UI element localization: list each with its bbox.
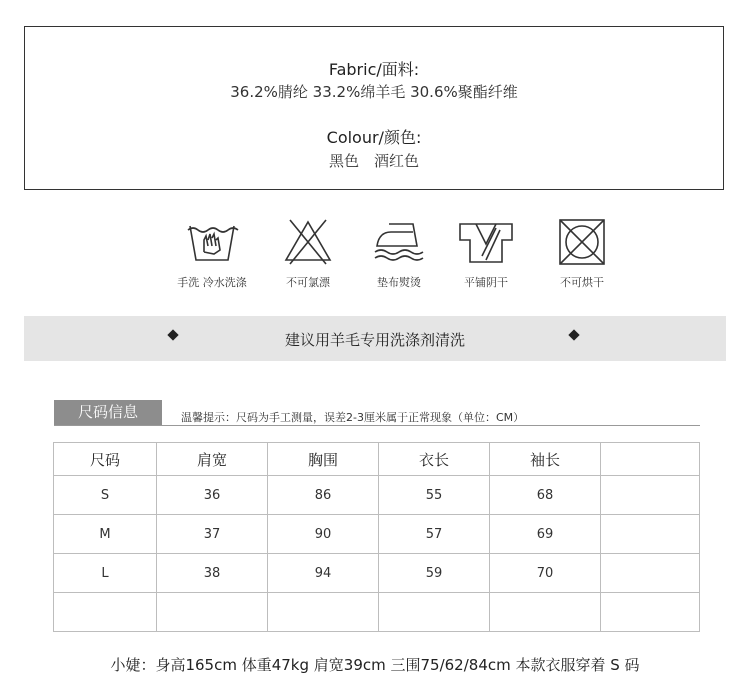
table-cell xyxy=(601,593,700,632)
table-cell: 94 xyxy=(268,554,379,593)
table-cell xyxy=(601,515,700,554)
table-cell: 37 xyxy=(157,515,268,554)
header-cell: 尺码 xyxy=(54,443,157,476)
divider xyxy=(54,425,700,426)
size-table xyxy=(53,442,700,632)
table-cell xyxy=(490,593,601,632)
table-cell xyxy=(157,593,268,632)
wash-advice-text: 建议用羊毛专用洗涤剂清洗 xyxy=(284,331,465,349)
care-item-hand-wash xyxy=(162,216,262,290)
table-row xyxy=(54,554,700,593)
table-cell: 90 xyxy=(268,515,379,554)
care-item-no-tumble-dry xyxy=(532,216,632,290)
no-bleach-icon xyxy=(278,216,338,266)
table-row xyxy=(54,593,700,632)
table-cell xyxy=(601,554,700,593)
header-cell: 衣长 xyxy=(379,443,490,476)
no-tumble-dry-icon xyxy=(552,216,612,266)
care-item-no-bleach xyxy=(258,216,358,290)
header-cell: 袖长 xyxy=(490,443,601,476)
care-label: 不可烘干 xyxy=(560,276,604,289)
table-cell: 68 xyxy=(490,476,601,515)
table-cell: 57 xyxy=(379,515,490,554)
iron-icon xyxy=(369,216,429,266)
fabric-composition: 36.2%腈纶 33.2%绵羊毛 30.6%聚酯纤维 xyxy=(230,83,518,101)
table-cell: 86 xyxy=(268,476,379,515)
table-row xyxy=(54,515,700,554)
fabric-info-box xyxy=(24,26,724,190)
care-item-iron xyxy=(349,216,449,290)
table-row xyxy=(54,476,700,515)
table-cell: M xyxy=(54,515,157,554)
size-tip-text: 温馨提示：尺码为手工测量，误差2-3厘米属于正常现象（单位：CM） xyxy=(181,411,525,424)
table-cell: 70 xyxy=(490,554,601,593)
size-info-tag: 尺码信息 xyxy=(54,400,162,425)
header-cell: 胸围 xyxy=(268,443,379,476)
hand-wash-icon xyxy=(182,216,242,266)
care-label: 平铺阴干 xyxy=(464,276,508,289)
table-cell xyxy=(601,476,700,515)
table-cell: S xyxy=(54,476,157,515)
fabric-heading: Fabric/面料: xyxy=(328,60,420,79)
table-cell: 38 xyxy=(157,554,268,593)
colour-heading: Colour/颜色: xyxy=(326,128,422,147)
table-cell: 59 xyxy=(379,554,490,593)
header-cell: 肩宽 xyxy=(157,443,268,476)
wash-advice-banner xyxy=(24,316,726,361)
header-cell xyxy=(601,443,700,476)
table-cell xyxy=(379,593,490,632)
care-item-shade-dry xyxy=(436,216,536,290)
table-cell: L xyxy=(54,554,157,593)
table-cell xyxy=(54,593,157,632)
table-cell: 69 xyxy=(490,515,601,554)
table-header-row xyxy=(54,443,700,476)
care-label: 垫布熨烫 xyxy=(377,276,421,289)
care-label: 不可氯漂 xyxy=(286,276,330,289)
care-label: 手洗 冷水洗涤 xyxy=(177,276,247,289)
table-cell: 36 xyxy=(157,476,268,515)
colour-options: 黑色 酒红色 xyxy=(328,152,419,170)
shade-dry-icon xyxy=(456,216,516,266)
model-note: 小婕：身高165cm 体重47kg 肩宽39cm 三围75/62/84cm 本款衣服穿着 S 码 xyxy=(110,656,640,674)
table-cell xyxy=(268,593,379,632)
table-cell: 55 xyxy=(379,476,490,515)
